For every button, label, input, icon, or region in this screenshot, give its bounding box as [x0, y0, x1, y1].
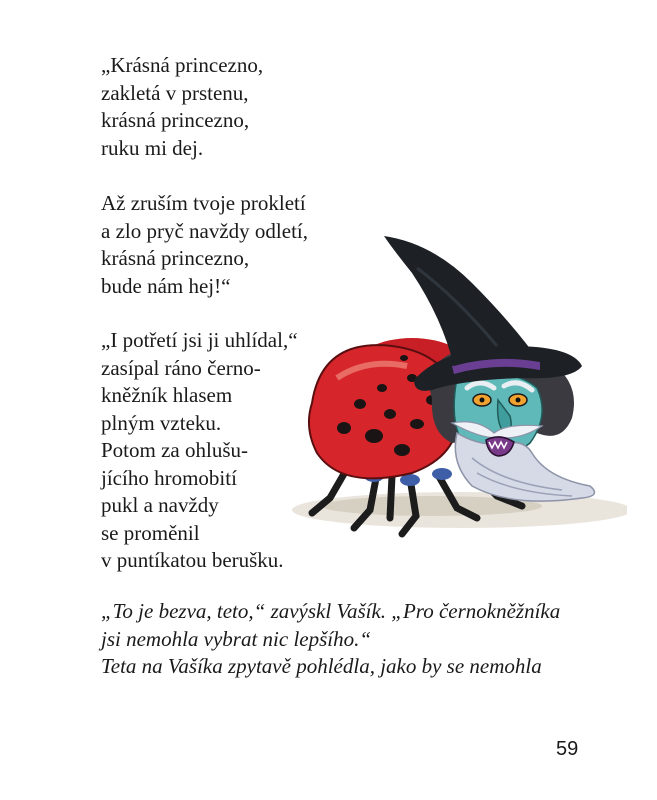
text-line: „Krásná princezno,	[101, 53, 264, 77]
text-line: Až zruším tvoje prokletí	[101, 191, 306, 215]
text-line: „I potřetí jsi ji uhlídal,“	[101, 328, 298, 352]
text-line: Potom za ohlušu-	[101, 438, 248, 462]
text-line: ruku mi dej.	[101, 135, 204, 160]
text-line: jícího hromobití	[101, 465, 237, 490]
text-line: krásná princezno,	[101, 246, 250, 270]
text-line: a zlo pryč navždy odletí,	[101, 218, 309, 243]
poem-stanza-2	[101, 190, 308, 300]
dialogue-paragraph	[101, 598, 560, 681]
text-line: zasípal ráno černo-	[101, 355, 261, 380]
text-line: jsi nemohla vybrat nic lepšího.“	[101, 626, 372, 651]
text-line: zakletá v prstenu,	[101, 80, 249, 105]
text-line: krásná princezno,	[101, 108, 250, 132]
text-line: se proměnil	[101, 520, 200, 545]
text-line: Teta na Vašíka zpytavě pohlédla, jako by se nemohla	[101, 654, 542, 678]
text-line: kněžník hlasem	[101, 383, 233, 407]
text-line: bude nám hej!“	[101, 273, 231, 298]
text-line: „To je bezva, teto,“ zavýskl Vašík. „Pro černokněžníka	[101, 599, 561, 623]
narrative-paragraph	[101, 327, 298, 575]
text-line: v puntíkatou berušku.	[101, 548, 284, 572]
text-line: plným vzteku.	[101, 410, 222, 435]
ladybug-sorcerer-illustration	[282, 228, 627, 550]
poem-stanza-1	[101, 52, 263, 162]
text-line: pukl a navždy	[101, 493, 219, 517]
page-number: 59	[556, 738, 579, 760]
